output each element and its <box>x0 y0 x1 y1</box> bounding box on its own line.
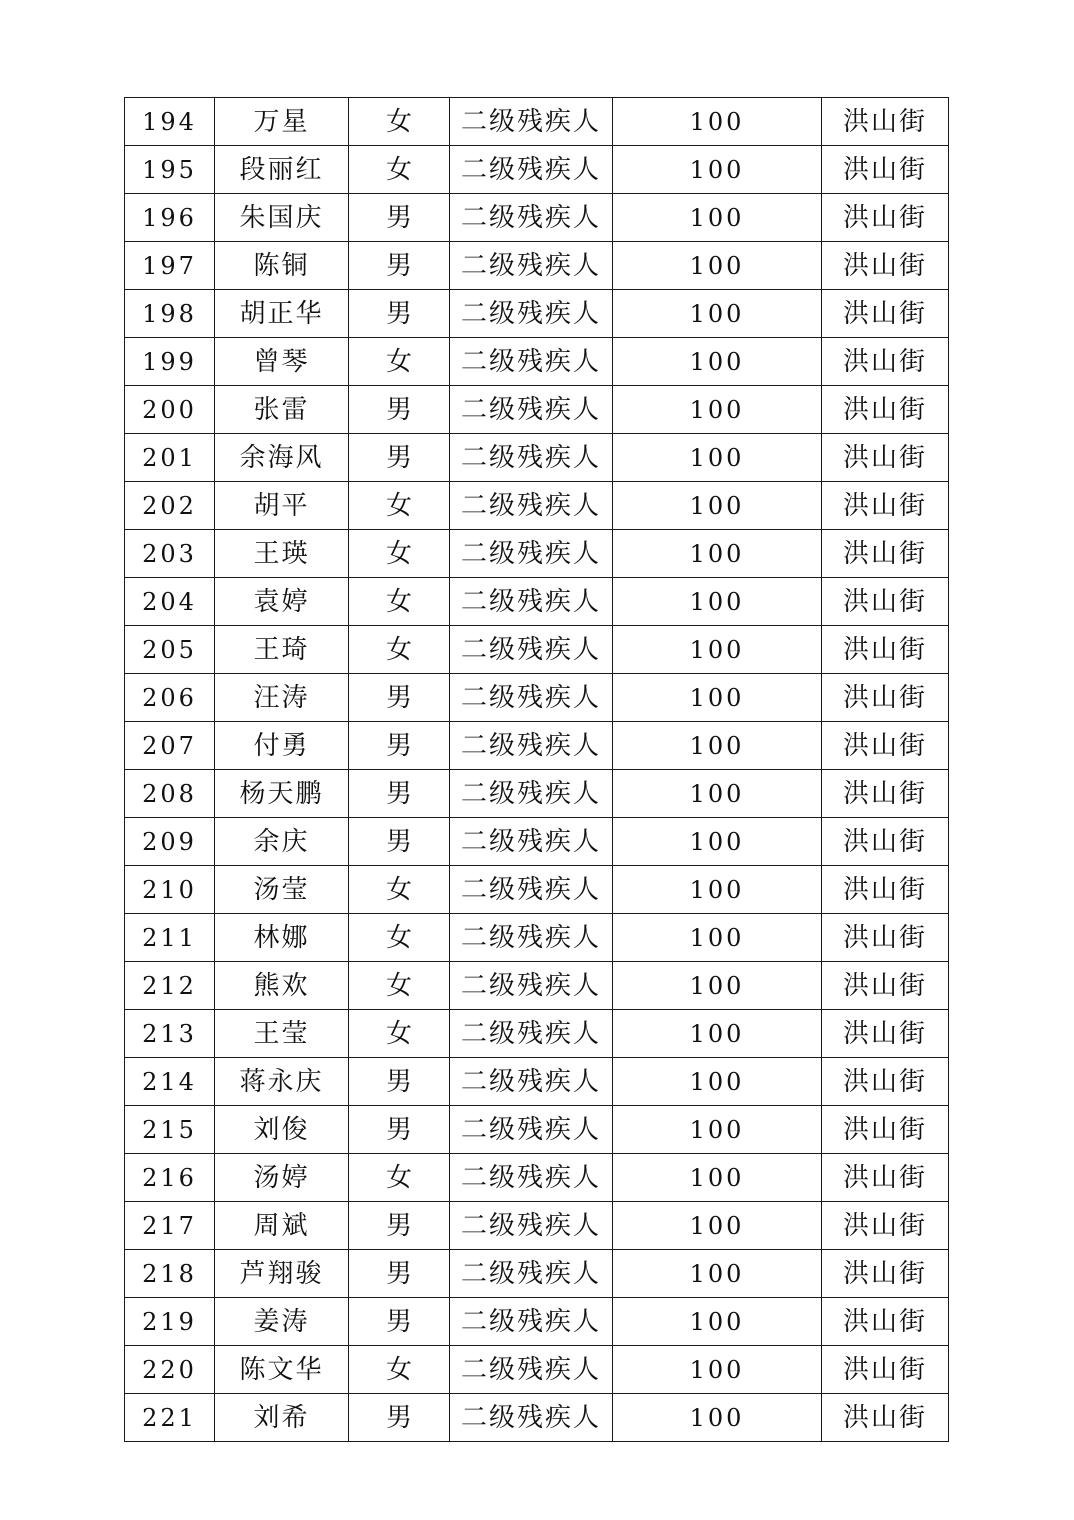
street-cell: 洪山街 <box>822 434 949 482</box>
gender-cell: 女 <box>349 866 450 914</box>
gender-cell: 男 <box>349 194 450 242</box>
gender-cell: 男 <box>349 1250 450 1298</box>
amount-cell: 100 <box>613 818 822 866</box>
disability-level-cell: 二级残疾人 <box>450 626 613 674</box>
amount-cell: 100 <box>613 482 822 530</box>
serial-number-cell: 201 <box>125 434 215 482</box>
street-cell: 洪山街 <box>822 722 949 770</box>
street-cell: 洪山街 <box>822 866 949 914</box>
serial-number-cell: 207 <box>125 722 215 770</box>
table-row <box>125 1202 949 1250</box>
gender-cell: 男 <box>349 1202 450 1250</box>
disability-level-cell: 二级残疾人 <box>450 1298 613 1346</box>
table-row <box>125 98 949 146</box>
amount-cell: 100 <box>613 1010 822 1058</box>
street-cell: 洪山街 <box>822 194 949 242</box>
table-row <box>125 386 949 434</box>
amount-cell: 100 <box>613 434 822 482</box>
table-row <box>125 626 949 674</box>
serial-number-cell: 195 <box>125 146 215 194</box>
name-cell: 陈文华 <box>215 1346 349 1394</box>
street-cell: 洪山街 <box>822 1010 949 1058</box>
amount-cell: 100 <box>613 866 822 914</box>
street-cell: 洪山街 <box>822 1394 949 1442</box>
amount-cell: 100 <box>613 338 822 386</box>
street-cell: 洪山街 <box>822 914 949 962</box>
amount-cell: 100 <box>613 1058 822 1106</box>
gender-cell: 女 <box>349 1154 450 1202</box>
street-cell: 洪山街 <box>822 578 949 626</box>
disability-level-cell: 二级残疾人 <box>450 194 613 242</box>
gender-cell: 女 <box>349 146 450 194</box>
name-cell: 王莹 <box>215 1010 349 1058</box>
serial-number-cell: 209 <box>125 818 215 866</box>
disability-level-cell: 二级残疾人 <box>450 962 613 1010</box>
amount-cell: 100 <box>613 1298 822 1346</box>
gender-cell: 女 <box>349 578 450 626</box>
gender-cell: 女 <box>349 914 450 962</box>
table-row <box>125 1250 949 1298</box>
serial-number-cell: 220 <box>125 1346 215 1394</box>
amount-cell: 100 <box>613 1202 822 1250</box>
table-row <box>125 1154 949 1202</box>
table-row <box>125 290 949 338</box>
gender-cell: 男 <box>349 242 450 290</box>
street-cell: 洪山街 <box>822 1154 949 1202</box>
table-row <box>125 962 949 1010</box>
name-cell: 胡正华 <box>215 290 349 338</box>
name-cell: 汪涛 <box>215 674 349 722</box>
name-cell: 杨天鹏 <box>215 770 349 818</box>
name-cell: 万星 <box>215 98 349 146</box>
serial-number-cell: 215 <box>125 1106 215 1154</box>
table-row <box>125 146 949 194</box>
gender-cell: 男 <box>349 434 450 482</box>
name-cell: 张雷 <box>215 386 349 434</box>
gender-cell: 男 <box>349 770 450 818</box>
amount-cell: 100 <box>613 290 822 338</box>
amount-cell: 100 <box>613 386 822 434</box>
gender-cell: 男 <box>349 722 450 770</box>
gender-cell: 女 <box>349 626 450 674</box>
disability-level-cell: 二级残疾人 <box>450 1010 613 1058</box>
disability-level-cell: 二级残疾人 <box>450 1394 613 1442</box>
disability-level-cell: 二级残疾人 <box>450 770 613 818</box>
street-cell: 洪山街 <box>822 386 949 434</box>
amount-cell: 100 <box>613 1250 822 1298</box>
serial-number-cell: 218 <box>125 1250 215 1298</box>
serial-number-cell: 214 <box>125 1058 215 1106</box>
recipient-table <box>124 97 949 1442</box>
table-row <box>125 1058 949 1106</box>
name-cell: 刘俊 <box>215 1106 349 1154</box>
table-row <box>125 338 949 386</box>
name-cell: 王瑛 <box>215 530 349 578</box>
table-row <box>125 866 949 914</box>
street-cell: 洪山街 <box>822 482 949 530</box>
disability-level-cell: 二级残疾人 <box>450 242 613 290</box>
amount-cell: 100 <box>613 1394 822 1442</box>
disability-level-cell: 二级残疾人 <box>450 434 613 482</box>
name-cell: 曾琴 <box>215 338 349 386</box>
gender-cell: 女 <box>349 1346 450 1394</box>
name-cell: 王琦 <box>215 626 349 674</box>
table-row <box>125 194 949 242</box>
serial-number-cell: 203 <box>125 530 215 578</box>
disability-level-cell: 二级残疾人 <box>450 1202 613 1250</box>
amount-cell: 100 <box>613 1154 822 1202</box>
serial-number-cell: 205 <box>125 626 215 674</box>
table-row <box>125 1394 949 1442</box>
disability-level-cell: 二级残疾人 <box>450 722 613 770</box>
street-cell: 洪山街 <box>822 770 949 818</box>
street-cell: 洪山街 <box>822 962 949 1010</box>
amount-cell: 100 <box>613 146 822 194</box>
amount-cell: 100 <box>613 914 822 962</box>
street-cell: 洪山街 <box>822 818 949 866</box>
gender-cell: 男 <box>349 1106 450 1154</box>
disability-level-cell: 二级残疾人 <box>450 530 613 578</box>
street-cell: 洪山街 <box>822 338 949 386</box>
amount-cell: 100 <box>613 242 822 290</box>
name-cell: 陈铜 <box>215 242 349 290</box>
disability-level-cell: 二级残疾人 <box>450 146 613 194</box>
table-row <box>125 722 949 770</box>
gender-cell: 女 <box>349 482 450 530</box>
serial-number-cell: 221 <box>125 1394 215 1442</box>
street-cell: 洪山街 <box>822 1106 949 1154</box>
street-cell: 洪山街 <box>822 626 949 674</box>
serial-number-cell: 196 <box>125 194 215 242</box>
amount-cell: 100 <box>613 626 822 674</box>
table-body <box>125 98 949 1442</box>
serial-number-cell: 202 <box>125 482 215 530</box>
amount-cell: 100 <box>613 578 822 626</box>
name-cell: 胡平 <box>215 482 349 530</box>
name-cell: 余庆 <box>215 818 349 866</box>
disability-level-cell: 二级残疾人 <box>450 482 613 530</box>
amount-cell: 100 <box>613 1106 822 1154</box>
gender-cell: 男 <box>349 818 450 866</box>
gender-cell: 女 <box>349 338 450 386</box>
serial-number-cell: 194 <box>125 98 215 146</box>
name-cell: 林娜 <box>215 914 349 962</box>
serial-number-cell: 199 <box>125 338 215 386</box>
disability-level-cell: 二级残疾人 <box>450 674 613 722</box>
name-cell: 段丽红 <box>215 146 349 194</box>
disability-level-cell: 二级残疾人 <box>450 1154 613 1202</box>
serial-number-cell: 206 <box>125 674 215 722</box>
amount-cell: 100 <box>613 194 822 242</box>
disability-level-cell: 二级残疾人 <box>450 290 613 338</box>
name-cell: 刘希 <box>215 1394 349 1442</box>
street-cell: 洪山街 <box>822 1058 949 1106</box>
disability-level-cell: 二级残疾人 <box>450 866 613 914</box>
disability-level-cell: 二级残疾人 <box>450 1346 613 1394</box>
table-row <box>125 482 949 530</box>
table-row <box>125 818 949 866</box>
disability-level-cell: 二级残疾人 <box>450 914 613 962</box>
table-row <box>125 1298 949 1346</box>
table-row <box>125 674 949 722</box>
serial-number-cell: 210 <box>125 866 215 914</box>
gender-cell: 女 <box>349 530 450 578</box>
serial-number-cell: 204 <box>125 578 215 626</box>
serial-number-cell: 217 <box>125 1202 215 1250</box>
amount-cell: 100 <box>613 770 822 818</box>
street-cell: 洪山街 <box>822 290 949 338</box>
serial-number-cell: 211 <box>125 914 215 962</box>
table-row <box>125 530 949 578</box>
amount-cell: 100 <box>613 98 822 146</box>
table-row <box>125 578 949 626</box>
street-cell: 洪山街 <box>822 1202 949 1250</box>
amount-cell: 100 <box>613 674 822 722</box>
name-cell: 熊欢 <box>215 962 349 1010</box>
name-cell: 姜涛 <box>215 1298 349 1346</box>
table-row <box>125 1346 949 1394</box>
gender-cell: 女 <box>349 98 450 146</box>
name-cell: 余海风 <box>215 434 349 482</box>
disability-level-cell: 二级残疾人 <box>450 818 613 866</box>
name-cell: 周斌 <box>215 1202 349 1250</box>
serial-number-cell: 213 <box>125 1010 215 1058</box>
table-row <box>125 434 949 482</box>
name-cell: 汤婷 <box>215 1154 349 1202</box>
amount-cell: 100 <box>613 1346 822 1394</box>
serial-number-cell: 216 <box>125 1154 215 1202</box>
disability-level-cell: 二级残疾人 <box>450 98 613 146</box>
street-cell: 洪山街 <box>822 674 949 722</box>
disability-level-cell: 二级残疾人 <box>450 578 613 626</box>
name-cell: 蒋永庆 <box>215 1058 349 1106</box>
gender-cell: 男 <box>349 1058 450 1106</box>
gender-cell: 男 <box>349 386 450 434</box>
street-cell: 洪山街 <box>822 530 949 578</box>
table-row <box>125 914 949 962</box>
table-row <box>125 1106 949 1154</box>
serial-number-cell: 219 <box>125 1298 215 1346</box>
disability-level-cell: 二级残疾人 <box>450 1058 613 1106</box>
street-cell: 洪山街 <box>822 146 949 194</box>
amount-cell: 100 <box>613 530 822 578</box>
gender-cell: 男 <box>349 1394 450 1442</box>
street-cell: 洪山街 <box>822 98 949 146</box>
table-row <box>125 1010 949 1058</box>
table-row <box>125 242 949 290</box>
gender-cell: 男 <box>349 1298 450 1346</box>
street-cell: 洪山街 <box>822 1298 949 1346</box>
disability-level-cell: 二级残疾人 <box>450 1250 613 1298</box>
name-cell: 芦翔骏 <box>215 1250 349 1298</box>
serial-number-cell: 198 <box>125 290 215 338</box>
serial-number-cell: 200 <box>125 386 215 434</box>
name-cell: 汤莹 <box>215 866 349 914</box>
amount-cell: 100 <box>613 962 822 1010</box>
name-cell: 付勇 <box>215 722 349 770</box>
name-cell: 朱国庆 <box>215 194 349 242</box>
street-cell: 洪山街 <box>822 242 949 290</box>
amount-cell: 100 <box>613 722 822 770</box>
disability-level-cell: 二级残疾人 <box>450 338 613 386</box>
disability-level-cell: 二级残疾人 <box>450 386 613 434</box>
gender-cell: 男 <box>349 674 450 722</box>
street-cell: 洪山街 <box>822 1250 949 1298</box>
gender-cell: 男 <box>349 290 450 338</box>
table-row <box>125 770 949 818</box>
street-cell: 洪山街 <box>822 1346 949 1394</box>
disability-level-cell: 二级残疾人 <box>450 1106 613 1154</box>
gender-cell: 女 <box>349 1010 450 1058</box>
serial-number-cell: 197 <box>125 242 215 290</box>
serial-number-cell: 212 <box>125 962 215 1010</box>
name-cell: 袁婷 <box>215 578 349 626</box>
gender-cell: 女 <box>349 962 450 1010</box>
serial-number-cell: 208 <box>125 770 215 818</box>
